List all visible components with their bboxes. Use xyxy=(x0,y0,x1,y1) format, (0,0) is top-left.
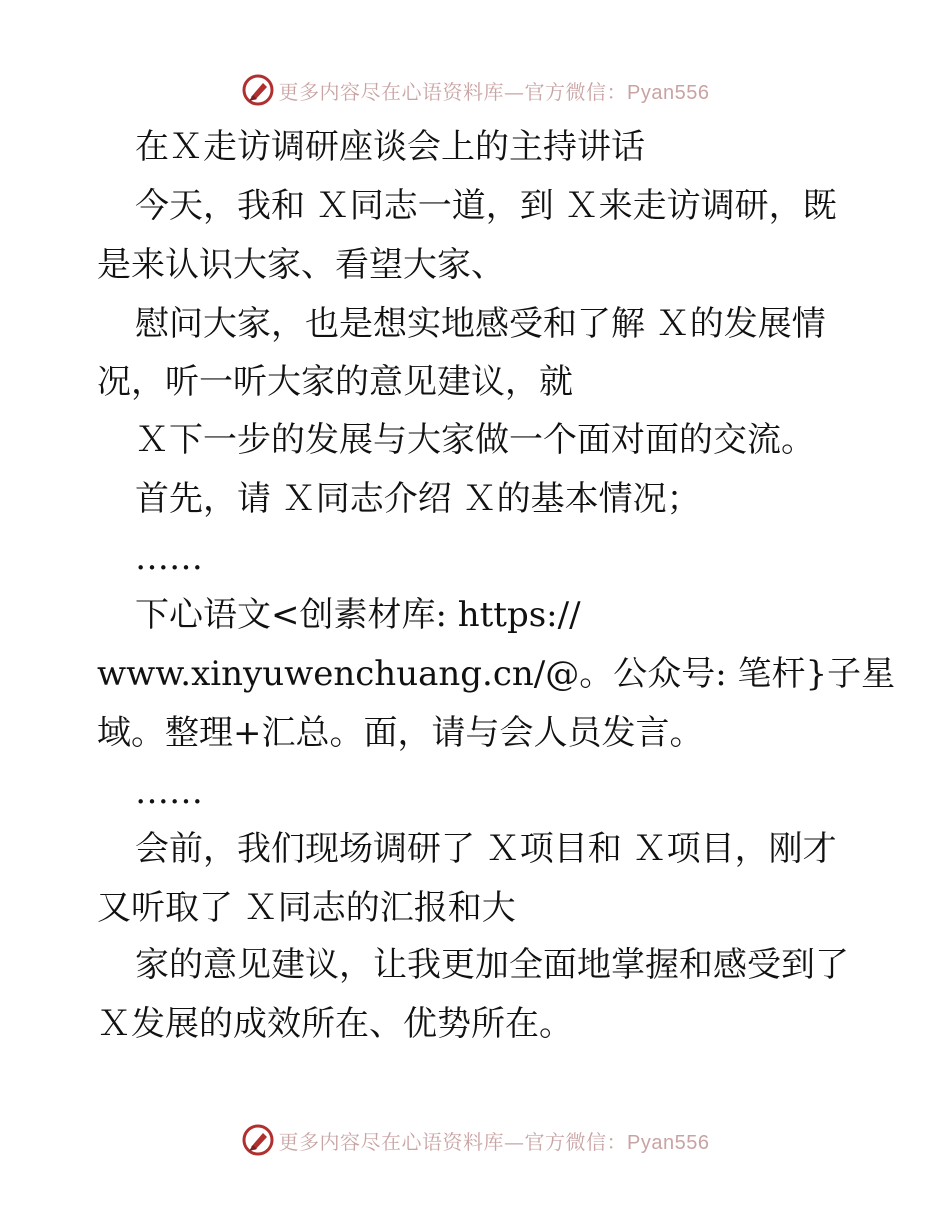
doc-line: 今天，我和 Ｘ同志一道，到 Ｘ来走访调研，既 xyxy=(135,186,837,226)
doc-line: www.xinyuwenchuang.cn/@。公众号: 笔杆}子星 xyxy=(97,654,896,694)
footer-banner-label: 更多内容尽在心语资料库—官方微信： xyxy=(278,1129,628,1154)
doc-title: 在Ｘ走访调研座谈会上的主持讲话 xyxy=(135,127,645,167)
doc-line: 又听取了 Ｘ同志的汇报和大 xyxy=(97,888,516,928)
doc-line: Ｘ发展的成效所在、优势所在。 xyxy=(97,1004,573,1044)
doc-line: 下心语文<创素材库: https:// xyxy=(135,595,581,635)
doc-line: 况，听一听大家的意见建议，就 xyxy=(97,362,573,402)
header-banner-wechat: Pyan556 xyxy=(627,81,710,104)
doc-line: Ｘ下一步的发展与大家做一个面对面的交流。 xyxy=(135,420,815,460)
doc-line: 首先，请 Ｘ同志介绍 Ｘ的基本情况； xyxy=(135,479,701,519)
footer-banner-wechat: Pyan556 xyxy=(627,1131,710,1154)
doc-line: 域。整理+汇总。面，请与会人员发言。 xyxy=(97,713,704,753)
pen-logo-icon xyxy=(241,1123,275,1157)
doc-ellipsis: …… xyxy=(135,538,203,578)
footer-banner xyxy=(0,1120,950,1160)
doc-line: 慰问大家，也是想实地感受和了解 Ｘ的发展情 xyxy=(135,304,826,344)
doc-line: 是来认识大家、看望大家、 xyxy=(97,245,505,285)
footer-banner-text xyxy=(279,1126,710,1155)
header-banner-label: 更多内容尽在心语资料库—官方微信： xyxy=(278,79,628,104)
doc-line: 会前，我们现场调研了 Ｘ项目和 Ｘ项目，刚才 xyxy=(135,829,837,869)
doc-ellipsis: …… xyxy=(135,772,203,812)
doc-line: 家的意见建议，让我更加全面地掌握和感受到了 xyxy=(135,945,849,985)
